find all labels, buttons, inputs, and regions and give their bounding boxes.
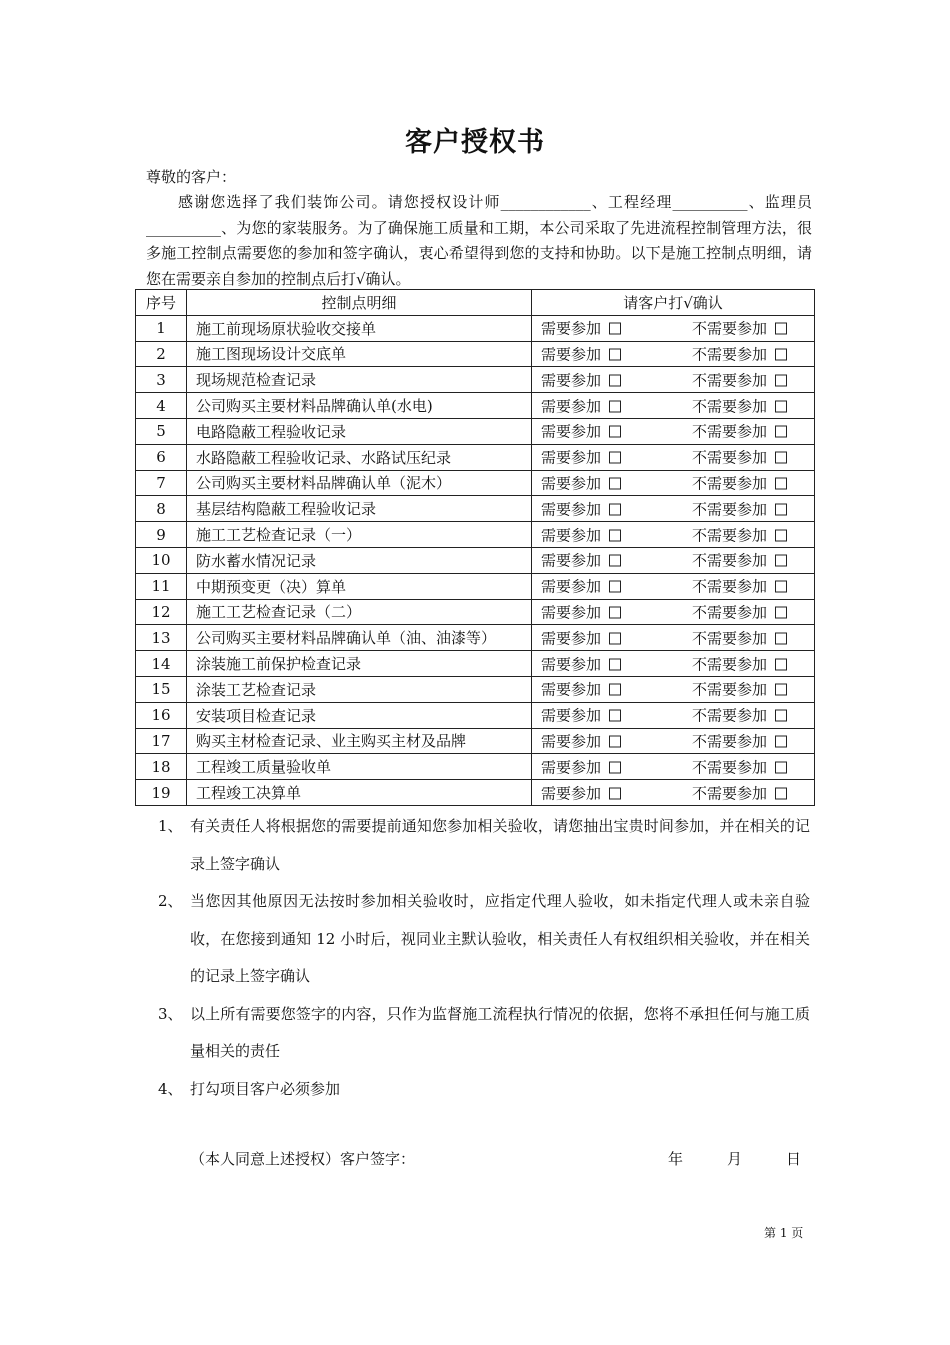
need-checkbox[interactable]	[609, 323, 621, 335]
table-row	[136, 676, 815, 702]
not-need-checkbox[interactable]	[775, 400, 787, 412]
not-need-label: 不需要参加	[692, 345, 768, 364]
need-option[interactable]	[541, 601, 621, 622]
need-checkbox[interactable]	[609, 400, 621, 412]
row-item: 购买主材检查记录、业主购买主材及品牌	[187, 728, 532, 754]
not-need-option[interactable]	[692, 653, 787, 674]
need-label: 需要参加	[541, 371, 602, 390]
need-label: 需要参加	[541, 629, 602, 648]
row-choice	[532, 496, 815, 522]
need-checkbox[interactable]	[609, 452, 621, 464]
not-need-option[interactable]	[692, 343, 787, 364]
not-need-checkbox[interactable]	[775, 735, 787, 747]
date-day: 日	[786, 1150, 802, 1168]
need-checkbox[interactable]	[609, 426, 621, 438]
need-option[interactable]	[541, 318, 621, 339]
not-need-label: 不需要参加	[692, 784, 768, 803]
note-text: 打勾项目客户必须参加	[190, 1079, 341, 1098]
table-row	[136, 625, 815, 651]
row-choice	[532, 341, 815, 367]
row-number: 15	[136, 676, 187, 702]
table-row	[136, 341, 815, 367]
need-label: 需要参加	[541, 500, 602, 519]
not-need-label: 不需要参加	[692, 603, 768, 622]
need-checkbox[interactable]	[609, 658, 621, 670]
note-text: 有关责任人将根据您的需要提前通知您参加相关验收，请您抽出宝贵时间参加，并在相关的记录上签字确认	[190, 817, 810, 873]
table-row	[136, 599, 815, 625]
row-item: 公司购买主要材料品牌确认单(水电)	[187, 393, 532, 419]
not-need-checkbox[interactable]	[775, 555, 787, 567]
row-choice	[532, 728, 815, 754]
not-need-option[interactable]	[692, 782, 787, 803]
need-option[interactable]	[541, 653, 621, 674]
row-number: 9	[136, 522, 187, 548]
table-row	[136, 702, 815, 728]
need-checkbox[interactable]	[609, 374, 621, 386]
need-checkbox[interactable]	[609, 761, 621, 773]
not-need-label: 不需要参加	[692, 655, 768, 674]
not-need-checkbox[interactable]	[775, 503, 787, 515]
need-option[interactable]	[541, 576, 621, 597]
need-label: 需要参加	[541, 397, 602, 416]
not-need-option[interactable]	[692, 421, 787, 442]
row-number: 17	[136, 728, 187, 754]
row-number: 11	[136, 573, 187, 599]
need-label: 需要参加	[541, 345, 602, 364]
row-number: 18	[136, 754, 187, 780]
not-need-checkbox[interactable]	[775, 606, 787, 618]
not-need-checkbox[interactable]	[775, 684, 787, 696]
row-choice	[532, 522, 815, 548]
notes-list	[158, 808, 810, 1108]
not-need-checkbox[interactable]	[775, 529, 787, 541]
row-choice	[532, 315, 815, 341]
row-number: 12	[136, 599, 187, 625]
need-label: 需要参加	[541, 551, 602, 570]
row-choice	[532, 754, 815, 780]
table-row	[136, 393, 815, 419]
row-item: 电路隐蔽工程验收记录	[187, 418, 532, 444]
need-checkbox[interactable]	[609, 581, 621, 593]
not-need-option[interactable]	[692, 524, 787, 545]
row-item: 施工前现场原状验收交接单	[187, 315, 532, 341]
row-choice	[532, 651, 815, 677]
not-need-checkbox[interactable]	[775, 632, 787, 644]
need-option[interactable]	[541, 782, 621, 803]
not-need-checkbox[interactable]	[775, 658, 787, 670]
note-number: 1、	[158, 817, 183, 835]
row-choice	[532, 780, 815, 806]
note-number: 4、	[158, 1079, 183, 1098]
row-item: 防水蓄水情况记录	[187, 547, 532, 573]
table-row	[136, 728, 815, 754]
note-item	[158, 1071, 810, 1109]
table-row	[136, 651, 815, 677]
header-confirm: 请客户打√确认	[532, 290, 815, 316]
need-label: 需要参加	[541, 577, 602, 596]
need-option[interactable]	[541, 679, 621, 700]
need-checkbox[interactable]	[609, 606, 621, 618]
not-need-label: 不需要参加	[692, 500, 768, 519]
need-option[interactable]	[541, 498, 621, 519]
not-need-checkbox[interactable]	[775, 452, 787, 464]
table-row	[136, 444, 815, 470]
not-need-option[interactable]	[692, 498, 787, 519]
row-choice	[532, 393, 815, 419]
not-need-checkbox[interactable]	[775, 710, 787, 722]
not-need-checkbox[interactable]	[775, 426, 787, 438]
need-label: 需要参加	[541, 706, 602, 725]
need-option[interactable]	[541, 550, 621, 571]
row-item: 公司购买主要材料品牌确认单（泥木）	[187, 470, 532, 496]
row-item: 涂装施工前保护检查记录	[187, 651, 532, 677]
need-label: 需要参加	[541, 526, 602, 545]
not-need-label: 不需要参加	[692, 577, 768, 596]
table-row	[136, 496, 815, 522]
need-checkbox[interactable]	[609, 477, 621, 489]
need-checkbox[interactable]	[609, 529, 621, 541]
row-number: 2	[136, 341, 187, 367]
row-number: 19	[136, 780, 187, 806]
not-need-checkbox[interactable]	[775, 477, 787, 489]
row-item: 施工工艺检查记录（一）	[187, 522, 532, 548]
need-label: 需要参加	[541, 474, 602, 493]
need-checkbox[interactable]	[609, 710, 621, 722]
note-item	[158, 883, 810, 996]
row-number: 4	[136, 393, 187, 419]
row-item: 工程竣工决算单	[187, 780, 532, 806]
row-number: 16	[136, 702, 187, 728]
note-item	[158, 996, 810, 1071]
need-option[interactable]	[541, 756, 621, 777]
table-row	[136, 547, 815, 573]
row-number: 13	[136, 625, 187, 651]
note-text: 以上所有需要您签字的内容，只作为监督施工流程执行情况的依据，您将不承担任何与施工质量相关的责任	[190, 1004, 810, 1060]
note-number: 3、	[158, 1004, 183, 1023]
row-choice	[532, 676, 815, 702]
need-option[interactable]	[541, 447, 621, 468]
not-need-label: 不需要参加	[692, 758, 768, 777]
not-need-checkbox[interactable]	[775, 581, 787, 593]
need-checkbox[interactable]	[609, 735, 621, 747]
note-item	[158, 808, 810, 883]
need-option[interactable]	[541, 369, 621, 390]
row-item: 公司购买主要材料品牌确认单（油、油漆等）	[187, 625, 532, 651]
date-year: 年	[668, 1150, 684, 1168]
row-number: 7	[136, 470, 187, 496]
not-need-label: 不需要参加	[692, 629, 768, 648]
table-row	[136, 418, 815, 444]
row-choice	[532, 470, 815, 496]
row-choice	[532, 444, 815, 470]
row-number: 3	[136, 367, 187, 393]
need-label: 需要参加	[541, 448, 602, 467]
row-number: 10	[136, 547, 187, 573]
row-item: 中期预变更（决）算单	[187, 573, 532, 599]
row-number: 5	[136, 418, 187, 444]
need-label: 需要参加	[541, 319, 602, 338]
need-label: 需要参加	[541, 655, 602, 674]
not-need-option[interactable]	[692, 756, 787, 777]
not-need-label: 不需要参加	[692, 422, 768, 441]
row-item: 安装项目检查记录	[187, 702, 532, 728]
need-option[interactable]	[541, 421, 621, 442]
need-checkbox[interactable]	[609, 555, 621, 567]
need-label: 需要参加	[541, 758, 602, 777]
note-text: 当您因其他原因无法按时参加相关验收时，应指定代理人验收，如未指定代理人或未亲自验收，在您接到通知 12 小时后，视同业主默认验收，相关责任人有权组织相关验收，并在相关的记录上签字确认	[190, 892, 810, 985]
table-header-row	[136, 290, 815, 316]
header-no: 序号	[136, 290, 187, 316]
need-checkbox[interactable]	[609, 787, 621, 799]
not-need-checkbox[interactable]	[775, 323, 787, 335]
need-option[interactable]	[541, 705, 621, 726]
row-choice	[532, 625, 815, 651]
need-label: 需要参加	[541, 784, 602, 803]
greeting: 尊敬的客户：	[146, 168, 237, 186]
not-need-checkbox[interactable]	[775, 374, 787, 386]
row-item: 工程竣工质量验收单	[187, 754, 532, 780]
row-item: 水路隐蔽工程验收记录、水路试压纪录	[187, 444, 532, 470]
row-number: 6	[136, 444, 187, 470]
not-need-option[interactable]	[692, 601, 787, 622]
need-checkbox[interactable]	[609, 632, 621, 644]
not-need-label: 不需要参加	[692, 526, 768, 545]
not-need-option[interactable]	[692, 730, 787, 751]
row-item: 施工图现场设计交底单	[187, 341, 532, 367]
not-need-label: 不需要参加	[692, 474, 768, 493]
row-item: 现场规范检查记录	[187, 367, 532, 393]
need-label: 需要参加	[541, 422, 602, 441]
not-need-option[interactable]	[692, 395, 787, 416]
not-need-option[interactable]	[692, 705, 787, 726]
table-row	[136, 573, 815, 599]
row-choice	[532, 418, 815, 444]
row-number: 14	[136, 651, 187, 677]
need-option[interactable]	[541, 627, 621, 648]
page-number: 第 1 页	[764, 1226, 804, 1240]
not-need-option[interactable]	[692, 472, 787, 493]
not-need-label: 不需要参加	[692, 680, 768, 699]
not-need-label: 不需要参加	[692, 371, 768, 390]
date-month: 月	[727, 1150, 743, 1168]
not-need-label: 不需要参加	[692, 732, 768, 751]
row-choice	[532, 599, 815, 625]
need-checkbox[interactable]	[609, 348, 621, 360]
intro-paragraph	[146, 190, 812, 292]
control-points-table	[135, 289, 815, 806]
header-item: 控制点明细	[187, 290, 532, 316]
document-title: 客户授权书	[405, 127, 545, 158]
table-row	[136, 754, 815, 780]
need-option[interactable]	[541, 472, 621, 493]
need-label: 需要参加	[541, 603, 602, 622]
not-need-option[interactable]	[692, 576, 787, 597]
need-label: 需要参加	[541, 680, 602, 699]
not-need-label: 不需要参加	[692, 319, 768, 338]
need-label: 需要参加	[541, 732, 602, 751]
not-need-option[interactable]	[692, 627, 787, 648]
need-checkbox[interactable]	[609, 503, 621, 515]
not-need-option[interactable]	[692, 369, 787, 390]
not-need-checkbox[interactable]	[775, 348, 787, 360]
not-need-option[interactable]	[692, 550, 787, 571]
row-item: 施工工艺检查记录（二）	[187, 599, 532, 625]
not-need-label: 不需要参加	[692, 706, 768, 725]
row-number: 8	[136, 496, 187, 522]
intro-text: 感谢您选择了我们装饰公司。请您授权设计师____________、工程经理__________、监理员__________、为您的家装服务。为了确保施工质量和工期，本公司采取了先进流程控制管理方法，很多施工控制点需要您的参加和签字确认，衷心希望得到您的支持和协助。以下是施工控制点明细，请您在需要亲自参加的控制点后打√确认。	[146, 193, 812, 288]
need-option[interactable]	[541, 524, 621, 545]
row-choice	[532, 702, 815, 728]
not-need-option[interactable]	[692, 447, 787, 468]
table-row	[136, 470, 815, 496]
need-option[interactable]	[541, 343, 621, 364]
table-row	[136, 522, 815, 548]
not-need-label: 不需要参加	[692, 551, 768, 570]
need-option[interactable]	[541, 395, 621, 416]
row-choice	[532, 573, 815, 599]
not-need-label: 不需要参加	[692, 448, 768, 467]
table-row	[136, 315, 815, 341]
row-choice	[532, 367, 815, 393]
not-need-checkbox[interactable]	[775, 787, 787, 799]
need-checkbox[interactable]	[609, 684, 621, 696]
row-item: 基层结构隐蔽工程验收记录	[187, 496, 532, 522]
row-item: 涂装工艺检查记录	[187, 676, 532, 702]
not-need-option[interactable]	[692, 679, 787, 700]
not-need-checkbox[interactable]	[775, 761, 787, 773]
row-number: 1	[136, 315, 187, 341]
not-need-option[interactable]	[692, 318, 787, 339]
need-option[interactable]	[541, 730, 621, 751]
note-number: 2、	[158, 892, 183, 910]
table-row	[136, 780, 815, 806]
not-need-label: 不需要参加	[692, 397, 768, 416]
table-row	[136, 367, 815, 393]
signature-label: （本人同意上述授权）客户签字：	[190, 1150, 416, 1168]
row-choice	[532, 547, 815, 573]
